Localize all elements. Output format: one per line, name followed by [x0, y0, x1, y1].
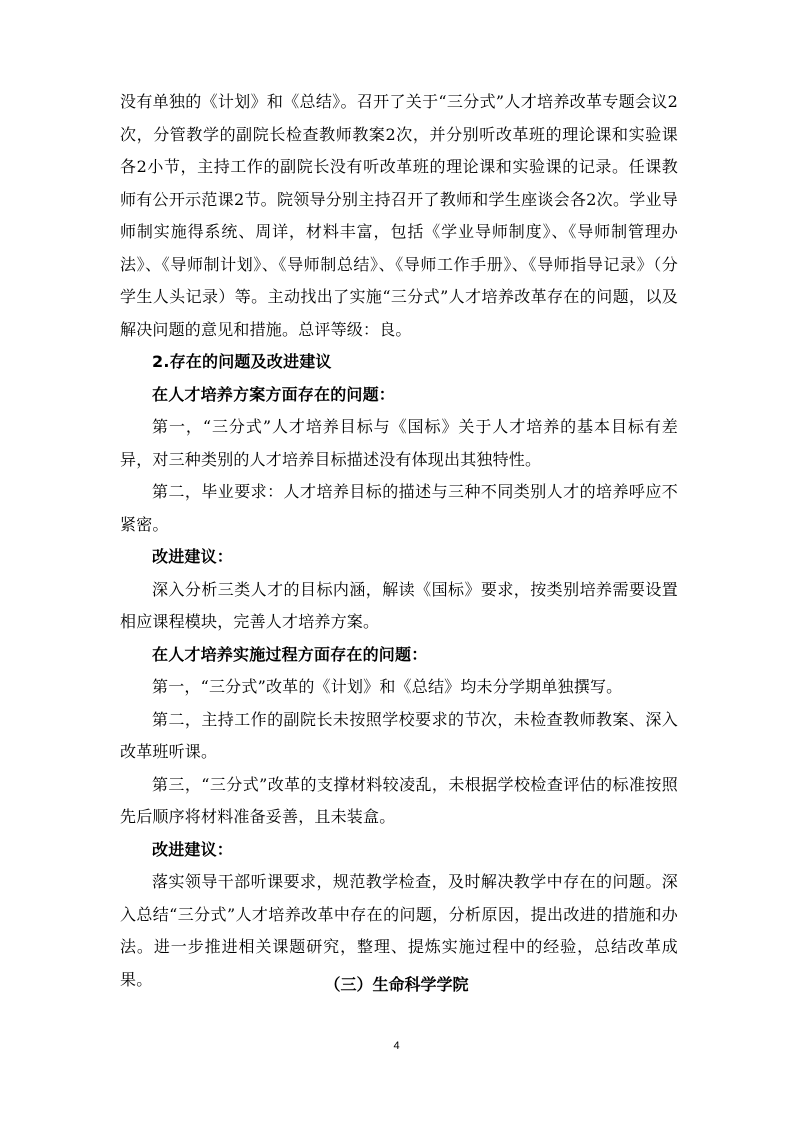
- problem-heading-plan: 在人才培养方案方面存在的问题：: [152, 384, 396, 404]
- suggestion-heading-1: 改进建议：: [152, 547, 234, 566]
- paragraph-impl-problem-3: 第三，“三分式”改革的支撑材料较凌乱，未根据学校检查评估的标准按照先后顺序将材料准备妥善，且未装盒。: [120, 774, 678, 826]
- body-text: [120, 86, 678, 996]
- paragraph-impl-problem-2: 第二，主持工作的副院长未按照学校要求的节次，未检查教师教案、深入改革班听课。: [120, 709, 678, 761]
- paragraph-suggestion-2: 落实领导干部听课要求，规范教学检查，及时解决教学中存在的问题。深入总结“三分式”人才培养改革中存在的问题，分析原因，提出改进的措施和办法。进一步推进相关课题研究，整理、提炼实施过程中的经验，总结改革成果。: [120, 872, 678, 989]
- paragraph-suggestion-1: 深入分析三类人才的目标内涵，解读《国标》要求，按类别培养需要设置相应课程模块，完善人才培养方案。: [120, 579, 678, 631]
- problem-heading-implementation: 在人才培养实施过程方面存在的问题：: [152, 644, 428, 664]
- suggestion-heading-2: 改进建议：: [152, 839, 234, 859]
- paragraph-problem-1: 第一，“三分式”人才培养目标与《国标》关于人才培养的基本目标有差异，对三种类别的人才培养目标描述没有体现出其独特性。: [120, 417, 678, 469]
- section-heading: （三）生命科学学院: [324, 975, 469, 994]
- paragraph-problem-2: 第二，毕业要求：人才培养目标的描述与三种不同类别人才的培养呼应不紧密。: [120, 482, 678, 534]
- page-number: 4: [393, 1040, 400, 1052]
- subsection-heading: 2.存在的问题及改进建议: [152, 352, 332, 371]
- paragraph-impl-problem-1: 第一，“三分式”改革的《计划》和《总结》均未分学期单独撰写。: [152, 677, 623, 696]
- paragraph-continuation: 没有单独的《计划》和《总结》。召开了关于“三分式”人才培养改革专题会议2次，分管教学的副院长检查教师教案2次，并分别听改革班的理论课和实验课各2小节，主持工作的副院长没有听改革班的理论课和实验课的记录。任课教师有公开示范课2节。院领导分别主持召开了教师和学生座谈会各2次。学业导师制实施得系统、周详，材料丰富，包括《学业导师制度》、《导师制管理办法》、《导师制计划》、《导师制总结》、《导师工作手册》、《导师指导记录》（分学生人头记录）等。主动找出了实施“三分式”人才培养改革存在的问题，以及解决问题的意见和措施。总评等级：良。: [120, 92, 678, 339]
